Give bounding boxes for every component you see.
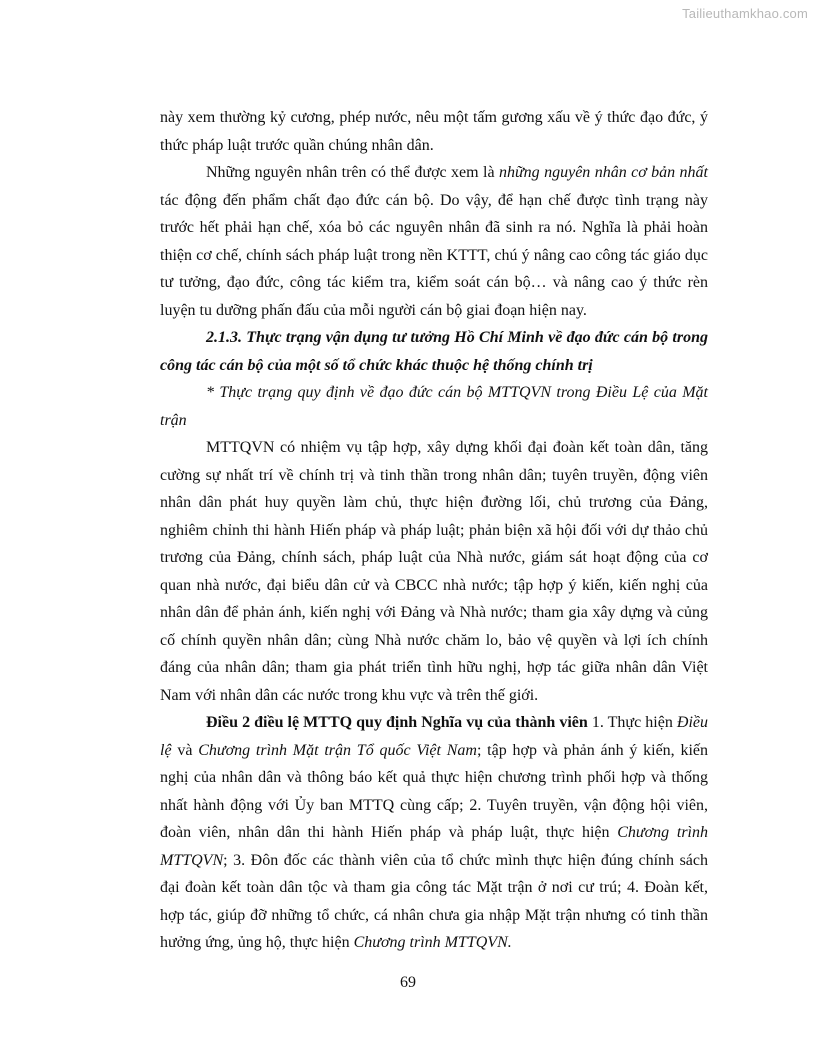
- paragraph-4-text-4: ; 3. Đôn đốc các thành viên của tổ chức mình thực hiện đúng chính sách đại đoàn kết toàn dân tộc và tham gia công tác Mặt trận ở nơi cư trú; 4. Đoàn kết, hợp tác, giúp đỡ những tổ chức, cá nhân chưa gia nhập Mặt trận nhưng có tinh thần hưởng ứng, ủng hộ, thực hiện: [160, 851, 708, 951]
- paragraph-4-italic-2: Chương trình Mặt trận Tổ quốc Việt Nam: [198, 741, 477, 759]
- paragraph-4-text-3: ; tập hợp và phản ánh ý kiến, kiến nghị của nhân dân và thông báo kết quả thực hiện chương trình phối hợp và thống nhất hành động với Ủy ban MTTQ cùng cấp; 2. Tuyên truyền, vận động hội viên, đoàn viên, nhân dân thi hành Hiến pháp và pháp luật, thực hiện: [160, 741, 708, 841]
- section-subheading: * Thực trạng quy định về đạo đức cán bộ MTTQVN trong Điều Lệ của Mặt trận: [160, 384, 708, 429]
- paragraph-4-italic-1: Điều lệ: [160, 714, 709, 759]
- watermark-text: Tailieuthamkhao.com: [682, 6, 808, 21]
- paragraph-4-text-1: 1. Thực hiện: [587, 714, 677, 731]
- paragraph-1: này xem thường kỷ cương, phép nước, nêu một tấm gương xấu về ý thức đạo đức, ý thức pháp luật trước quần chúng nhân dân.: [160, 109, 708, 154]
- paragraph-2-text-b: tác động đến phẩm chất đạo đức cán bộ. Do vậy, để hạn chế được tình trạng này trước hết phải hạn chế, xóa bỏ các nguyên nhân đã sinh ra nó. Nghĩa là phải hoàn thiện cơ chế, chính sách pháp luật trong nền KTTT, chú ý nâng cao công tác giáo dục tư tưởng, đạo đức, công tác kiểm tra, kiểm soát cán bộ… và nâng cao ý thức rèn luyện tu dưỡng phấn đấu của mỗi người cán bộ giai đoạn hiện nay.: [160, 191, 708, 319]
- page-number: 69: [400, 974, 416, 991]
- document-body: [160, 104, 708, 957]
- paragraph-2: [160, 159, 708, 324]
- paragraph-4-bold-lead: Điều 2 điều lệ MTTQ quy định Nghĩa vụ của thành viên: [206, 714, 588, 731]
- paragraph-2-emphasis: những nguyên nhân cơ bản nhất: [498, 164, 709, 181]
- paragraph-4-text-2: và: [171, 741, 199, 759]
- paragraph-3: MTTQVN có nhiệm vụ tập hợp, xây dựng khối đại đoàn kết toàn dân, tăng cường sự nhất trí về chính trị và tinh thần trong nhân dân; tuyên truyền, động viên nhân dân phát huy quyền làm chủ, thực hiện đường lối, chủ trương của Đảng, nghiêm chỉnh thi hành Hiến pháp và pháp luật; phản biện xã hội đối với dự thảo chủ trương của Đảng, chính sách, pháp luật của Nhà nước, giám sát hoạt động của cơ quan nhà nước, đại biểu dân cử và CBCC nhà nước; tập hợp ý kiến, kiến nghị của nhân dân để phản ánh, kiến nghị với Đảng và Nhà nước; tham gia xây dựng và củng cố chính quyền nhân dân; cùng Nhà nước chăm lo, bảo vệ quyền và lợi ích chính đáng của nhân dân; tham gia phát triển tình hữu nghị, hợp tác giữa nhân dân Việt Nam với nhân dân các nước trong khu vực và trên thế giới.: [160, 439, 708, 704]
- paragraph-2-text-a: Những nguyên nhân trên có thể được xem là: [206, 164, 499, 181]
- paragraph-4-italic-4: Chương trình MTTQVN.: [353, 934, 512, 951]
- paragraph-4: [160, 709, 708, 957]
- section-heading: 2.1.3. Thực trạng vận dụng tư tưởng Hồ Chí Minh về đạo đức cán bộ trong công tác cán bộ của một số tổ chức khác thuộc hệ thống chính trị: [160, 329, 708, 374]
- paragraph-4-italic-3: Chương trình MTTQVN: [160, 824, 708, 869]
